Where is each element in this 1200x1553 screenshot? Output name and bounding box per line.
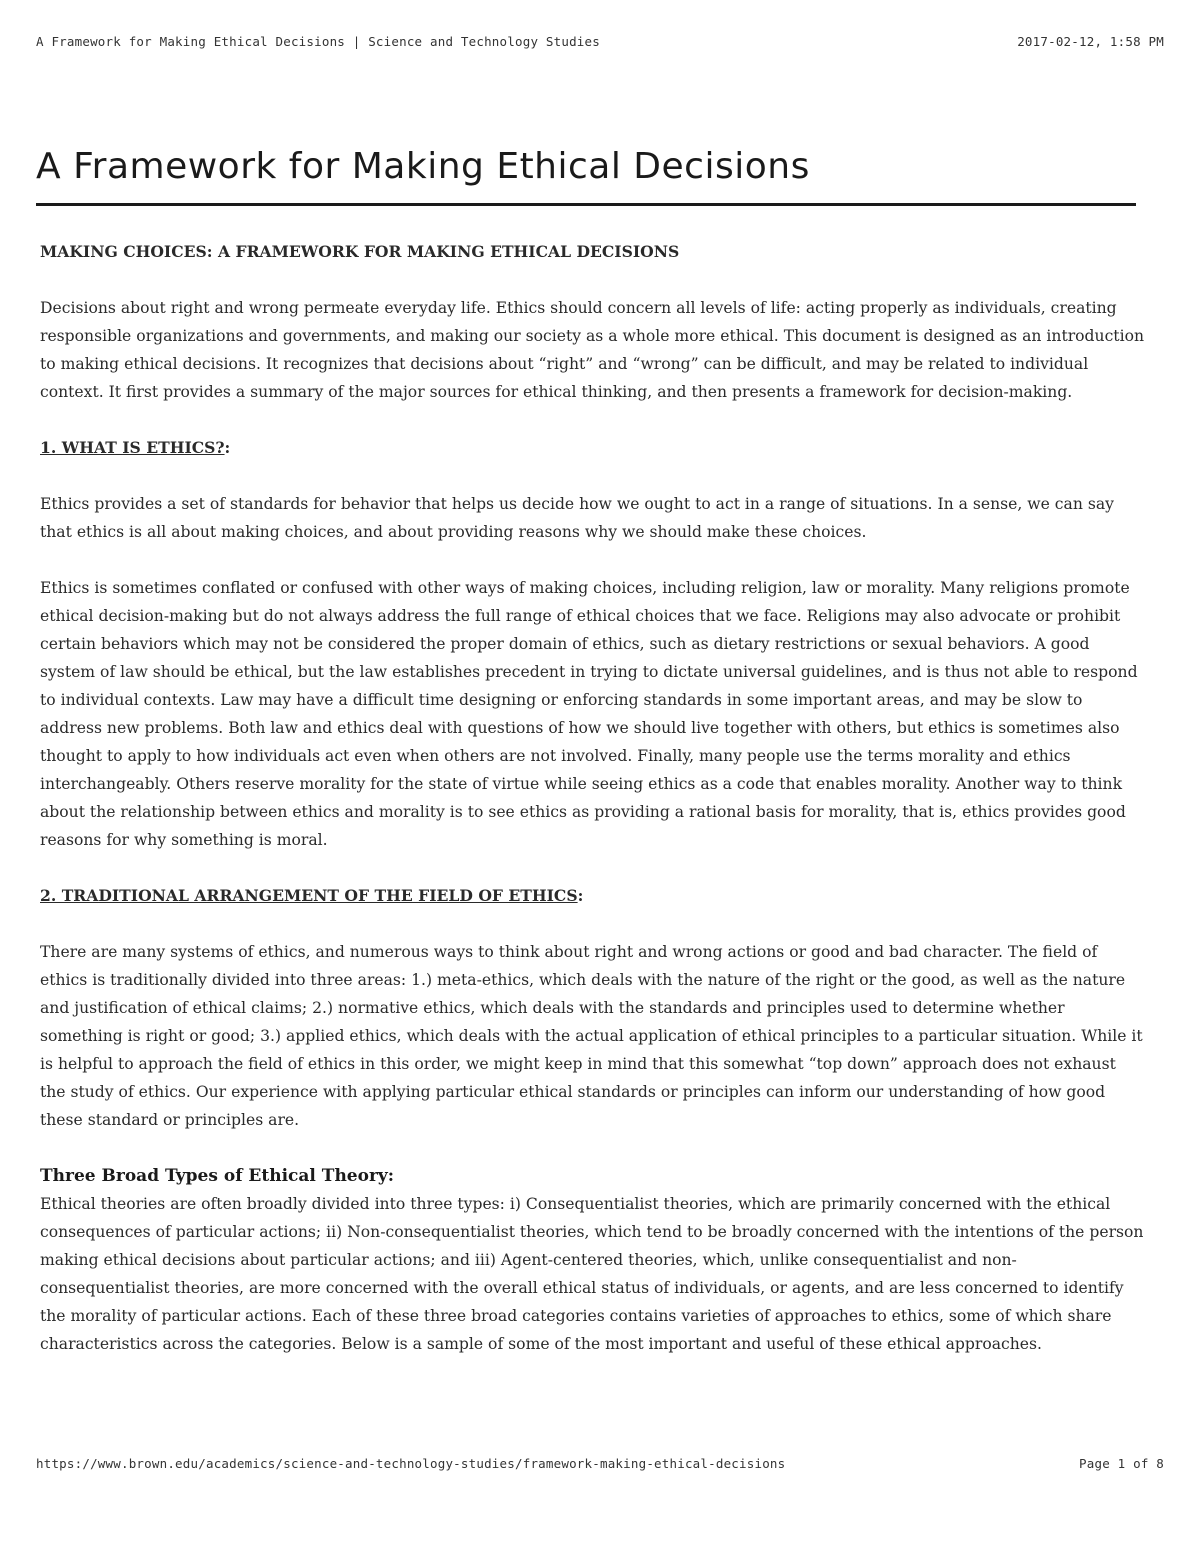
section-heading-colon: : [577,886,584,905]
section-heading-three-broad-types: Three Broad Types of Ethical Theory: [40,1166,395,1186]
paragraph: There are many systems of ethics, and numerous ways to think about right and wrong actions or good and bad character. The field of ethics is traditionally divided into three areas: 1.) meta-ethics, which deals with the nature of the right or the good, as well as the nature and justification of ethical claims; 2.) normative ethics, which deals with the standards and principles used to determine whether something is right or good; 3.) applied ethics, which deals with the actual application of ethical principles to a particular situation. While it is helpful to approach the field of ethics in this order, we might keep in mind that this somewhat “top down” approach does not exhaust the study of ethics. Our experience with applying particular ethical standards or principles can inform our understanding of how good these standard or principles are. [40,943,1143,1129]
print-header [36,34,1164,49]
title-divider [36,203,1136,206]
paragraph: Ethics provides a set of standards for behavior that helps us decide how we ought to act in a range of situations. In a sense, we can say that ethics is all about making choices, and about providing reasons why we should make these choices. [40,495,1114,541]
print-footer [36,1456,1164,1471]
section-heading-text: 2. TRADITIONAL ARRANGEMENT OF THE FIELD OF ETHICS [40,886,578,905]
print-footer-url: https://www.brown.edu/academics/science-and-technology-studies/framework-making-ethical-decisions [36,1456,786,1471]
section-heading-text: 1. WHAT IS ETHICS? [40,438,225,457]
article-subtitle [40,238,1145,266]
section-heading-what-is-ethics [40,434,1145,462]
section-heading-colon: : [224,438,231,457]
article-content [40,238,1145,1386]
print-header-timestamp: 2017-02-12, 1:58 PM [1017,34,1164,49]
print-footer-page-number: Page 1 of 8 [1079,1456,1164,1471]
print-header-page-title: A Framework for Making Ethical Decisions | Science and Technology Studies [36,34,600,49]
paragraph: Ethics is sometimes conflated or confused with other ways of making choices, including religion, law or morality. Many religions promote ethical decision-making but do not always address the full range of ethical choices that we face. Religions may also advocate or prohibit certain behaviors which may not be considered the proper domain of ethics, such as dietary restrictions or sexual behaviors. A good system of law should be ethical, but the law establishes precedent in trying to dictate universal guidelines, and is thus not able to respond to individual contexts. Law may have a difficult time designing or enforcing standards in some important areas, and may be slow to address new problems. Both law and ethics deal with questions of how we should live together with others, but ethics is sometimes also thought to apply to how individuals act even when others are not involved. Finally, many people use the terms morality and ethics interchangeably. Others reserve morality for the state of virtue while seeing ethics as a code that enables morality. Another way to think about the relationship between ethics and morality is to see ethics as providing a rational basis for morality, that is, ethics provides good reasons for why something is moral. [40,579,1138,849]
paragraph: Ethical theories are often broadly divided into three types: i) Consequentialist theories, which are primarily concerned with the ethical consequences of particular actions; ii) Non-consequentialist theories, which tend to be broadly concerned with the intentions of the person making ethical decisions about particular actions; and iii) Agent-centered theories, which, unlike consequentialist and non-consequentialist theories, are more concerned with the overall ethical status of individuals, or agents, and are less concerned to identify the morality of particular actions. Each of these three broad categories contains varieties of approaches to ethics, some of which share characteristics across the categories. Below is a sample of some of the most important and useful of these ethical approaches. [40,1195,1144,1353]
section-heading-traditional-arrangement [40,882,1145,910]
intro-paragraph: Decisions about right and wrong permeate everyday life. Ethics should concern all levels of life: acting properly as individuals, creating responsible organizations and governments, and making our society as a whole more ethical. This document is designed as an introduction to making ethical decisions. It recognizes that decisions about “right” and “wrong” can be difficult, and may be related to individual context. It first provides a summary of the major sources for ethical thinking, and then presents a framework for decision-making. [40,299,1144,401]
page-title: A Framework for Making Ethical Decisions [36,146,810,187]
article-subtitle-text: MAKING CHOICES: A FRAMEWORK FOR MAKING ETHICAL DECISIONS [40,242,680,261]
